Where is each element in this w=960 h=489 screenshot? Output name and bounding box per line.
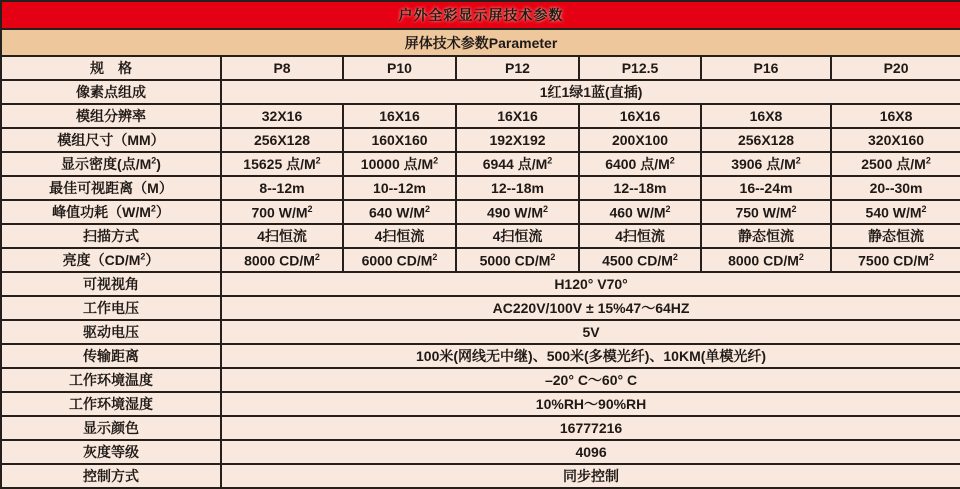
cell: 700 $W/M^2$ <box>221 200 343 224</box>
merged-cell: 同步控制 <box>221 464 960 488</box>
cell: 460 $W/M^2$ <box>579 200 701 224</box>
column-header: P12.5 <box>579 56 701 80</box>
row-label: 传输距离 <box>1 344 221 368</box>
cell: 256X128 <box>221 128 343 152</box>
table-row <box>1 344 960 368</box>
merged-cell: 5V <box>221 320 960 344</box>
table-row <box>1 176 960 200</box>
page-title: 户外全彩显示屏技术参数 <box>1 1 960 29</box>
column-header: P20 <box>831 56 960 80</box>
table-row <box>1 440 960 464</box>
cell: 192X192 <box>456 128 579 152</box>
row-label: 工作环境湿度 <box>1 392 221 416</box>
cell: 8--12m <box>221 176 343 200</box>
table-row <box>1 320 960 344</box>
table-row <box>1 200 960 224</box>
merged-cell: AC220V/100V ± 15%47～64HZ <box>221 296 960 320</box>
row-label: 亮度$(CD/M^2)$ <box>1 248 221 272</box>
column-header: P12 <box>456 56 579 80</box>
table-row <box>1 272 960 296</box>
table-row <box>1 464 960 488</box>
cell: 6000 $CD/M^2$ <box>343 248 456 272</box>
merged-cell: 4096 <box>221 440 960 464</box>
row-label: 显示密度(点$/M^2$) <box>1 152 221 176</box>
cell: 4500 $CD/M^2$ <box>579 248 701 272</box>
cell: 4扫恒流 <box>221 224 343 248</box>
cell: 4扫恒流 <box>343 224 456 248</box>
row-label: 可视视角 <box>1 272 221 296</box>
row-label: 最佳可视距离（M） <box>1 176 221 200</box>
cell: 静态恒流 <box>831 224 960 248</box>
row-label: 灰度等级 <box>1 440 221 464</box>
row-label: 峰值功耗$(W/M^2)$ <box>1 200 221 224</box>
cell: 16X8 <box>831 104 960 128</box>
subtitle-row <box>1 29 960 56</box>
cell: 16X8 <box>701 104 831 128</box>
merged-cell: H120° V70° <box>221 272 960 296</box>
cell: 16X16 <box>456 104 579 128</box>
column-header-row <box>1 56 960 80</box>
row-label: 控制方式 <box>1 464 221 488</box>
cell: 静态恒流 <box>701 224 831 248</box>
row-label: 模组尺寸（MM） <box>1 128 221 152</box>
table-row <box>1 80 960 104</box>
cell: 750 $W/M^2$ <box>701 200 831 224</box>
cell: 8000 $CD/M^2$ <box>221 248 343 272</box>
cell: 160X160 <box>343 128 456 152</box>
title-row <box>1 1 960 29</box>
cell: 4扫恒流 <box>456 224 579 248</box>
table-row <box>1 416 960 440</box>
table-row <box>1 296 960 320</box>
cell: 540 $W/M^2$ <box>831 200 960 224</box>
row-label: 工作电压 <box>1 296 221 320</box>
row-label: 扫描方式 <box>1 224 221 248</box>
merged-cell: 1红1绿1蓝(直插) <box>221 80 960 104</box>
table-row <box>1 104 960 128</box>
table-row <box>1 152 960 176</box>
merged-cell: –20° C～60° C <box>221 368 960 392</box>
cell: 6400 点$/M^2$ <box>579 152 701 176</box>
cell: 16--24m <box>701 176 831 200</box>
table-row <box>1 248 960 272</box>
cell: 200X100 <box>579 128 701 152</box>
row-label: 模组分辨率 <box>1 104 221 128</box>
row-label: 像素点组成 <box>1 80 221 104</box>
row-label: 驱动电压 <box>1 320 221 344</box>
cell: 12--18m <box>456 176 579 200</box>
cell: 2500 点$/M^2$ <box>831 152 960 176</box>
cell: 10--12m <box>343 176 456 200</box>
cell: 10000 点$/M^2$ <box>343 152 456 176</box>
cell: 490 $W/M^2$ <box>456 200 579 224</box>
merged-cell: 16777216 <box>221 416 960 440</box>
column-header: P10 <box>343 56 456 80</box>
table-row <box>1 128 960 152</box>
cell: 15625 点$/M^2$ <box>221 152 343 176</box>
table-row <box>1 224 960 248</box>
column-header: P16 <box>701 56 831 80</box>
cell: 5000 $CD/M^2$ <box>456 248 579 272</box>
table-row <box>1 368 960 392</box>
merged-cell: 100米(网线无中继)、500米(多模光纤)、10KM(单模光纤) <box>221 344 960 368</box>
cell: 16X16 <box>343 104 456 128</box>
cell: 20--30m <box>831 176 960 200</box>
cell: 3906 点$/M^2$ <box>701 152 831 176</box>
cell: 256X128 <box>701 128 831 152</box>
cell: 8000 $CD/M^2$ <box>701 248 831 272</box>
column-header: P8 <box>221 56 343 80</box>
cell: 32X16 <box>221 104 343 128</box>
cell: 320X160 <box>831 128 960 152</box>
merged-cell: 10%RH～90%RH <box>221 392 960 416</box>
row-label: 工作环境温度 <box>1 368 221 392</box>
cell: 4扫恒流 <box>579 224 701 248</box>
cell: 6944 点$/M^2$ <box>456 152 579 176</box>
table-row <box>1 392 960 416</box>
spec-header-label: 规 格 <box>1 56 221 80</box>
page-subtitle: 屏体技术参数Parameter <box>1 29 960 56</box>
cell: 7500 $CD/M^2$ <box>831 248 960 272</box>
row-label: 显示颜色 <box>1 416 221 440</box>
cell: 16X16 <box>579 104 701 128</box>
cell: 12--18m <box>579 176 701 200</box>
cell: 640 $W/M^2$ <box>343 200 456 224</box>
